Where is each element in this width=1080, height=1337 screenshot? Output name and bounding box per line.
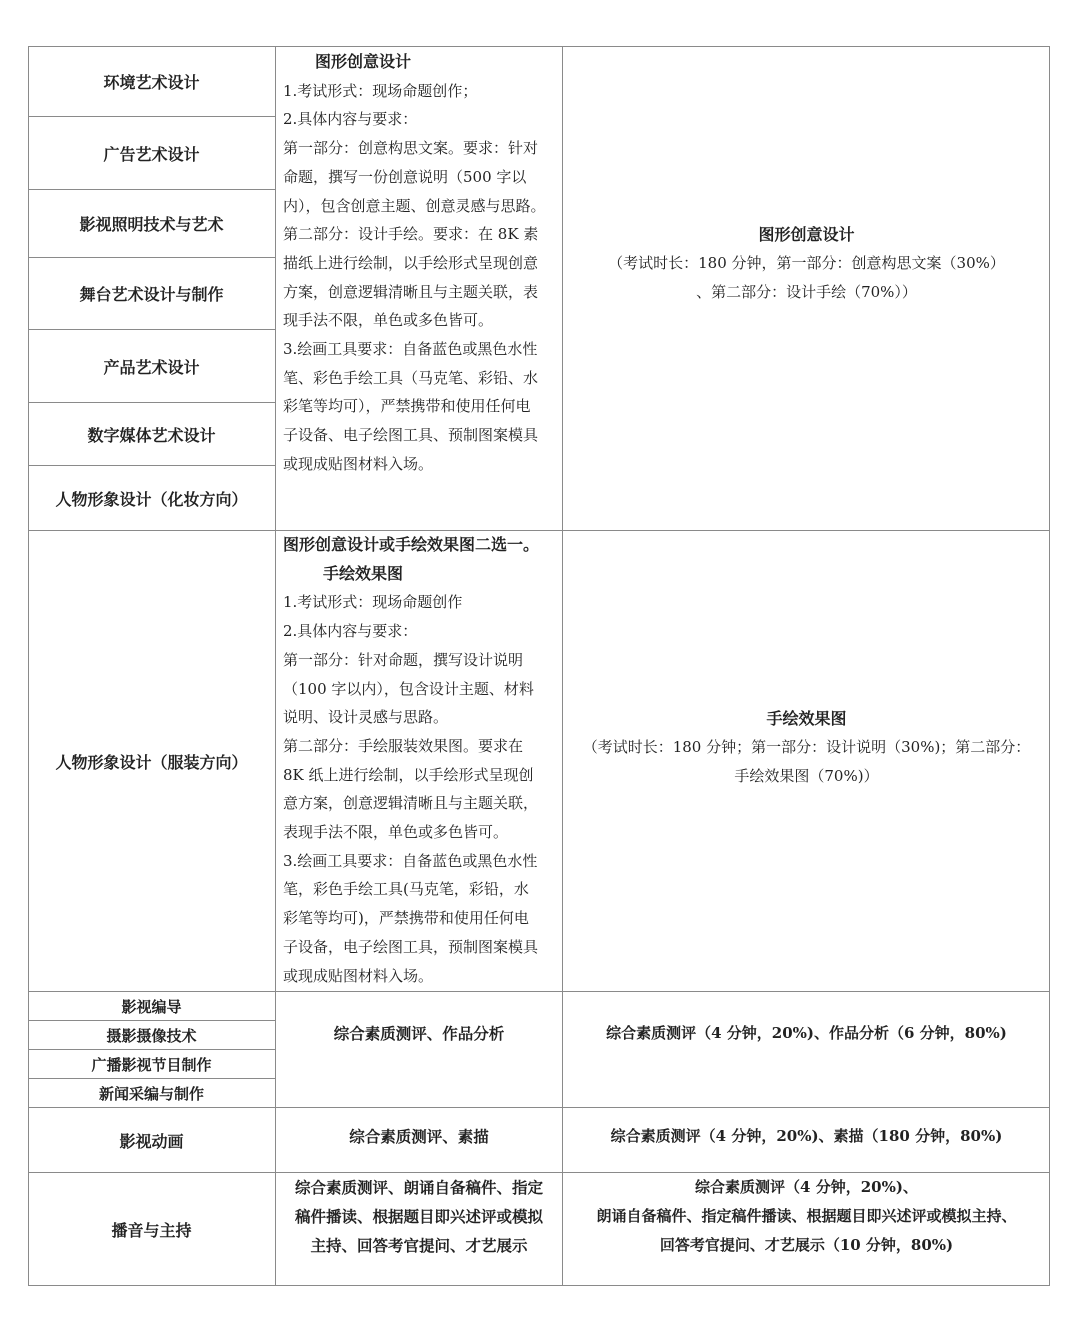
major-label: 摄影摄像技术 xyxy=(106,1026,197,1045)
detail-line: 第二部分：设计手绘。要求：在 8K 素 xyxy=(283,225,539,244)
score-line: 手绘效果图（70%)） xyxy=(734,767,879,785)
detail-line: 或现成贴图材料入场。 xyxy=(283,966,434,985)
detail-line: 方案，创意逻辑清晰且与主题关联，表 xyxy=(283,282,539,301)
exam-content: 综合素质测评、作品分析 xyxy=(333,1024,505,1043)
exam-content: 综合素质测评、素描 xyxy=(349,1127,489,1146)
score-info xyxy=(563,704,1050,791)
column-divider-1 xyxy=(275,46,276,1286)
detail-line: 彩笔等均可），严禁携带和使用任何电 xyxy=(283,397,531,416)
detail-line: 第一部分：针对命题，撰写设计说明 xyxy=(283,650,524,669)
major-label: 影视动画 xyxy=(119,1131,184,1151)
major-label: 人物形象设计（服装方向） xyxy=(55,752,248,772)
admission-table xyxy=(28,46,1050,1286)
detail-line: 表现手法不限，单色或多色皆可。 xyxy=(283,823,509,842)
exam-line: 主持、回答考官提问、才艺展示 xyxy=(310,1236,528,1255)
detail-line: 子设备、电子绘图工具、预制图案模具 xyxy=(283,426,539,445)
detail-line: 第一部分：创意构思文案。要求：针对 xyxy=(283,139,539,158)
detail-line: 描纸上进行绘制，以手绘形式呈现创意 xyxy=(283,253,539,272)
exam-detail xyxy=(283,531,560,990)
detail-line: 意方案，创意逻辑清晰且与主题关联， xyxy=(283,794,539,813)
detail-line: 彩笔等均可)，严禁携带和使用任何电 xyxy=(283,909,529,928)
score-info: 综合素质测评（4 分钟，20%)、作品分析（6 分钟，80%) xyxy=(606,1024,1007,1042)
detail-line: 命题，撰写一份创意说明（500 字以 xyxy=(283,167,527,186)
detail-line: （100 字以内），包含设计主题、材料 xyxy=(283,679,534,698)
detail-line: 2.具体内容与要求： xyxy=(283,622,418,641)
score-info: 综合素质测评（4 分钟，20%)、素描（180 分钟，80%) xyxy=(610,1127,1003,1145)
major-label: 影视照明技术与艺术 xyxy=(79,215,224,234)
table-bottom-border xyxy=(28,1285,1050,1286)
major-label: 舞台艺术设计与制作 xyxy=(79,285,224,304)
exam-content xyxy=(276,1173,562,1260)
exam-line: 稿件播读、根据题目即兴述评或模拟 xyxy=(294,1207,543,1226)
detail-title: 图形创意设计 xyxy=(315,52,412,71)
detail-line: 1.考试形式：现场命题创作 xyxy=(283,593,463,612)
choice-note: 图形创意设计或手绘效果图二选一。 xyxy=(283,535,540,554)
major-label: 播音与主持 xyxy=(111,1220,192,1240)
score-line: 、第二部分：设计手绘（70%）） xyxy=(696,283,917,301)
score-line: 朗诵自备稿件、指定稿件播读、根据题目即兴述评或模拟主持、 xyxy=(596,1207,1017,1225)
exam-detail xyxy=(283,48,560,479)
major-label: 人物形象设计（化妆方向） xyxy=(55,489,248,509)
exam-line: 综合素质测评、朗诵自备稿件、指定 xyxy=(294,1178,543,1197)
detail-line: 或现成贴图材料入场。 xyxy=(283,454,434,473)
major-label: 数字媒体艺术设计 xyxy=(87,425,216,445)
detail-line: 说明、设计灵感与思路。 xyxy=(283,708,449,727)
score-line: 回答考官提问、才艺展示（10 分钟，80%) xyxy=(659,1236,954,1254)
detail-line: 子设备，电子绘图工具，预制图案模具 xyxy=(283,937,539,956)
score-title: 图形创意设计 xyxy=(758,225,855,244)
detail-line: 1.考试形式：现场命题创作； xyxy=(283,81,478,100)
detail-line: 第二部分：手绘服装效果图。要求在 xyxy=(283,736,524,755)
score-info xyxy=(563,1173,1050,1260)
score-line: （考试时长：180 分钟，第一部分：创意构思文案（30%） xyxy=(608,254,1005,272)
score-line: （考试时长：180 分钟；第一部分：设计说明（30%)；第二部分： xyxy=(582,738,1031,756)
detail-line: 笔、彩色手绘工具（马克笔、彩铅、水 xyxy=(283,368,539,387)
major-label: 广播影视节目制作 xyxy=(91,1055,212,1074)
major-label: 新闻采编与制作 xyxy=(98,1084,204,1103)
score-line: 综合素质测评（4 分钟，20%)、 xyxy=(695,1178,918,1196)
major-label: 广告艺术设计 xyxy=(103,144,200,164)
detail-line: 笔，彩色手绘工具(马克笔，彩铅，水 xyxy=(283,880,529,899)
detail-line: 现手法不限，单色或多色皆可。 xyxy=(283,311,494,330)
detail-line: 3.绘画工具要求：自备蓝色或黑色水性 xyxy=(283,340,538,359)
score-title: 手绘效果图 xyxy=(766,709,847,728)
detail-title: 手绘效果图 xyxy=(323,563,404,583)
score-info xyxy=(563,220,1050,307)
major-label: 产品艺术设计 xyxy=(103,357,200,377)
detail-line: 3.绘画工具要求：自备蓝色或黑色水性 xyxy=(283,851,538,870)
major-label: 环境艺术设计 xyxy=(103,72,200,92)
detail-line: 2.具体内容与要求： xyxy=(283,110,418,129)
detail-line: 内），包含创意主题、创意灵感与思路。 xyxy=(283,196,546,215)
detail-line: 8K 纸上进行绘制，以手绘形式呈现创 xyxy=(283,765,534,784)
major-label: 影视编导 xyxy=(121,997,182,1016)
